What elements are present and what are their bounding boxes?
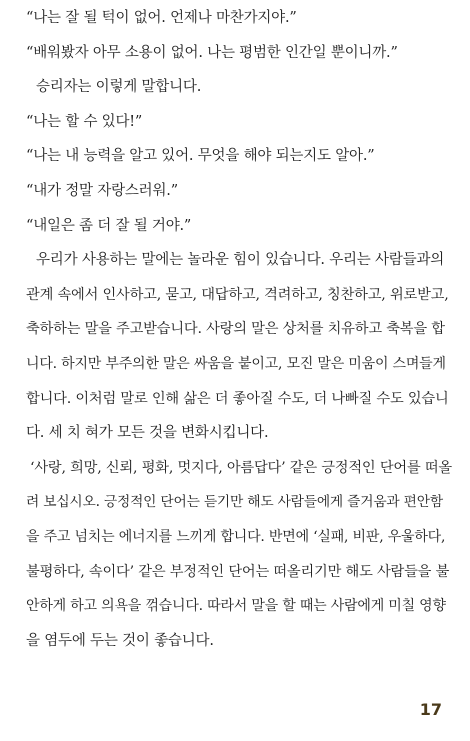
- text-line: “배워봤자 아무 소용이 없어. 나는 평범한 인간일 뿐이니까.”: [26, 44, 398, 61]
- text-line: “내가 정말 자랑스러워.”: [26, 183, 178, 199]
- text-line: 려 보십시오. 긍정적인 단어는 듣기만 해도 사람들에게 즐거움과 편안함: [26, 494, 443, 511]
- text-line: 다. 세 치 혀가 모든 것을 변화시킵니다.: [26, 425, 269, 442]
- text-line: ‘사랑, 희망, 신뢰, 평화, 멋지다, 아름답다’ 같은 긍정적인 단어를 떠올: [30, 459, 452, 476]
- text-line: 축하하는 말을 주고받습니다. 사랑의 말은 상처를 치유하고 축복을 합: [26, 321, 445, 338]
- text-line: “나는 할 수 있다!”: [26, 113, 143, 130]
- text-line: 승리자는 이렇게 말합니다.: [36, 79, 202, 96]
- text-line: 을 염두에 두는 것이 좋습니다.: [26, 632, 214, 649]
- text-line: 을 주고 넘치는 에너지를 느끼게 합니다. 반면에 ‘실패, 비판, 우울하다,: [26, 529, 446, 545]
- page-number: 17: [419, 700, 442, 719]
- text-line: “내일은 좀 더 잘 될 거야.”: [26, 217, 192, 234]
- text-line: 안하게 하고 의욕을 꺾습니다. 따라서 말을 할 때는 사람에게 미칠 영향: [26, 598, 446, 615]
- text-line: 불평하다, 속이다’ 같은 부정적인 단어는 떠올리기만 해도 사람들을 불: [26, 563, 450, 580]
- text-line: “나는 내 능력을 알고 있어. 무엇을 해야 되는지도 알아.”: [26, 148, 375, 165]
- text-line: 관계 속에서 인사하고, 묻고, 대답하고, 격려하고, 칭찬하고, 위로받고,: [26, 286, 449, 303]
- text-line: 합니다. 이처럼 말로 인해 삶은 더 좋아질 수도, 더 나빠질 수도 있습니: [26, 390, 449, 407]
- text-line: 우리가 사용하는 말에는 놀라운 힘이 있습니다. 우리는 사람들과의: [36, 252, 445, 269]
- text-line: “나는 잘 될 턱이 없어. 언제나 마찬가지야.”: [26, 10, 297, 26]
- text-line: 니다. 하지만 부주의한 말은 싸움을 붙이고, 모진 말은 미움이 스며들게: [26, 356, 446, 372]
